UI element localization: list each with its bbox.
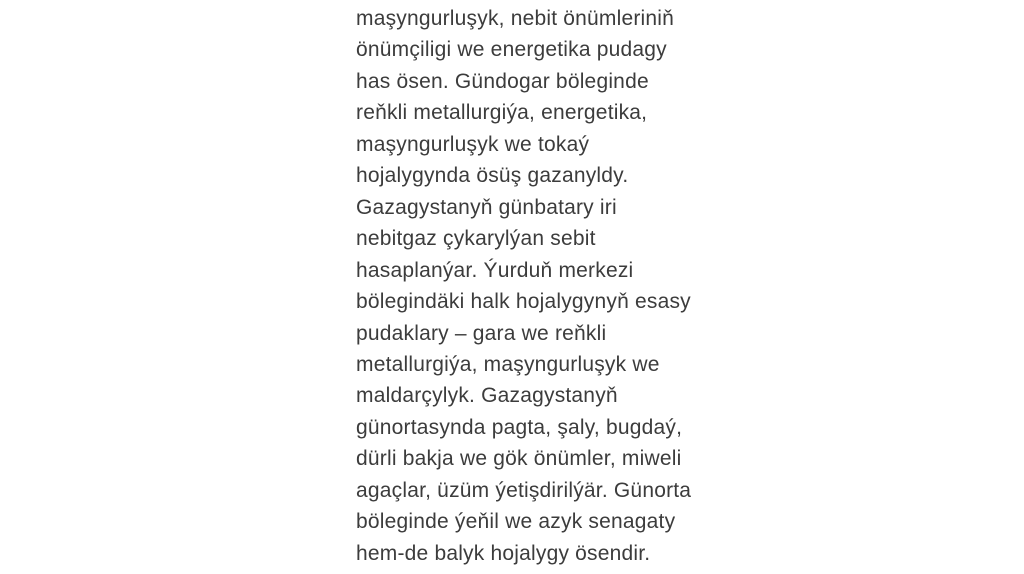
- text-line: maşyngurluşyk, nebit önümleriniň: [356, 7, 675, 30]
- article-text-column: [356, 3, 691, 569]
- text-line: böleginde ýeňil we azyk senagaty: [356, 510, 676, 534]
- text-line: günortasynda pagta, şaly, bugdaý,: [356, 415, 683, 439]
- text-line: önümçiligi we energetika pudagy: [356, 38, 667, 62]
- text-line: pudaklary – gara we reňkli: [356, 321, 607, 345]
- text-line: reňkli metallurgiýa, energetika,: [356, 101, 648, 125]
- text-line: maldarçylyk. Gazagystanyň: [356, 384, 618, 408]
- text-line: agaçlar, üzüm ýetişdirilýär. Günorta: [356, 478, 692, 502]
- text-line: has ösen. Gündogar böleginde: [356, 69, 649, 93]
- text-line: nebitgaz çykarylýan sebit: [356, 227, 596, 251]
- text-line: hojalygynda ösüş gazanyldy.: [356, 164, 629, 188]
- text-line: hem-de balyk hojalygy ösendir.: [356, 541, 651, 565]
- text-line: dürli bakja we gök önümler, miweli: [356, 447, 682, 471]
- text-line: hasaplanýar. Ýurduň merkezi: [356, 258, 634, 282]
- text-line: maşyngurluşyk we tokaý: [356, 132, 590, 156]
- text-line: Gazagystanyň günbatary iri: [356, 195, 617, 219]
- text-line: metallurgiýa, maşyngurluşyk we: [356, 352, 660, 376]
- text-line: bölegindäki halk hojalygynyň esasy: [356, 290, 691, 314]
